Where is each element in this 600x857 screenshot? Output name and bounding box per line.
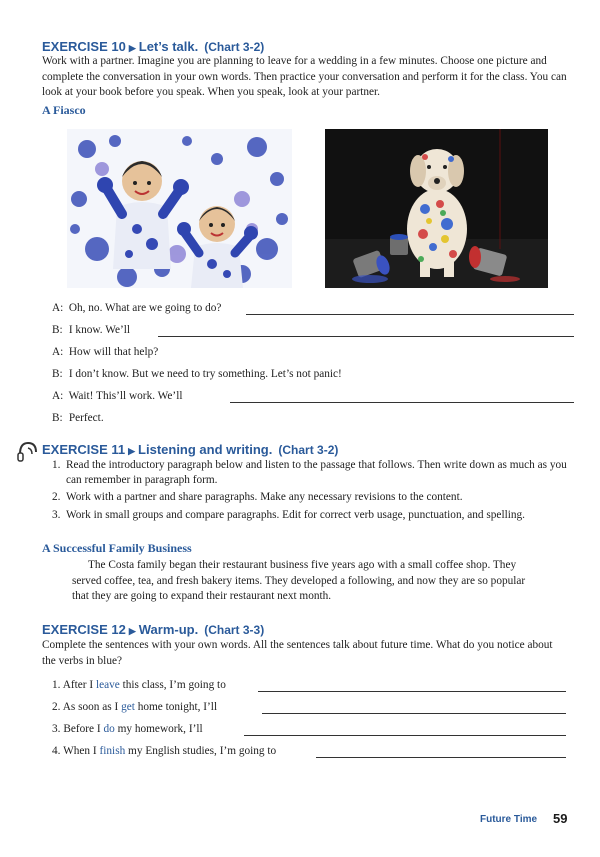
dialogue-speaker: B: xyxy=(52,412,63,424)
answer-blank-line-1[interactable] xyxy=(246,314,574,315)
photo-dog-with-paint xyxy=(325,129,548,288)
item-pre: After I xyxy=(62,679,96,691)
item-number: 3. xyxy=(52,509,61,521)
item-pre: As soon as I xyxy=(62,701,122,713)
photo-children-painting xyxy=(67,129,292,288)
exercise-10-label: EXERCISE 10 xyxy=(42,39,126,54)
item-verb: finish xyxy=(99,745,126,757)
triangle-right-icon: ▶ xyxy=(128,446,136,456)
answer-blank-line-6[interactable] xyxy=(244,735,566,736)
item-verb: leave xyxy=(95,679,120,691)
exercise-12-instructions: Complete the sentences with your own words. All the sentences talk about future time. What do you notice about the verbs in blue? xyxy=(42,639,553,667)
headphones-icon xyxy=(16,440,38,464)
exercise-10-heading xyxy=(42,39,264,54)
item-post: home tonight, I’ll xyxy=(134,701,218,713)
exercise-11-chart-ref: (Chart 3-2) xyxy=(278,443,339,457)
exercise-12-item-1 xyxy=(52,679,226,691)
photo-dog-with-paint-art xyxy=(325,129,548,288)
footer-section-title: Future Time xyxy=(480,814,538,825)
item-post: my homework, I’ll xyxy=(114,723,203,735)
dialogue-line-6 xyxy=(52,412,104,424)
dialogue-speaker: A: xyxy=(52,346,64,358)
item-number: 2. xyxy=(52,701,61,713)
exercise-12-item-2 xyxy=(52,701,217,713)
triangle-right-icon: ▶ xyxy=(128,43,136,53)
item-number: 1. xyxy=(52,679,61,691)
item-post: this class, I’m going to xyxy=(119,679,226,691)
item-verb: get xyxy=(121,701,135,713)
exercise-11-passage: The Costa family began their restaurant business five years ago with a small coffee shop. They served coffee, tea, and fresh bakery items. They developed a following, and now they are so popular that they are going to expand their restaurant next month. xyxy=(72,559,526,602)
answer-blank-line-3[interactable] xyxy=(230,402,574,403)
dialogue-speaker: A: xyxy=(52,390,64,402)
dialogue-text: Wait! This’ll work. We’ll xyxy=(68,390,183,402)
exercise-10-subheading: A Fiasco xyxy=(42,103,86,117)
dialogue-text: Oh, no. What are we going to do? xyxy=(68,302,222,314)
dialogue-speaker: B: xyxy=(52,324,63,336)
exercise-12-chart-ref: (Chart 3-3) xyxy=(204,623,265,637)
item-text: Work in small groups and compare paragraphs. Edit for correct verb usage, punctuation, and spelling. xyxy=(66,509,525,521)
item-text: Work with a partner and share paragraphs. Make any necessary revisions to the content. xyxy=(66,491,463,503)
dialogue-text: How will that help? xyxy=(68,346,159,358)
answer-blank-line-7[interactable] xyxy=(316,757,566,758)
item-pre: Before I xyxy=(63,723,104,735)
exercise-11-title: Listening and writing. xyxy=(138,442,273,457)
dialogue-text: I don’t know. But we need to try something. Let’s not panic! xyxy=(68,368,342,380)
page-number: 59 xyxy=(553,811,568,826)
exercise-11-label: EXERCISE 11 xyxy=(42,442,126,457)
dialogue-text: Perfect. xyxy=(68,412,104,424)
dialogue-line-3 xyxy=(52,346,158,358)
item-verb: do xyxy=(103,723,115,735)
item-text: Read the introductory paragraph below and listen to the passage that follows. Then write down as much as you can remember in paragraph form. xyxy=(66,459,567,486)
dialogue-line-4 xyxy=(52,368,342,380)
headphones-icon-svg xyxy=(16,440,38,464)
exercise-10-instructions: Work with a partner. Imagine you are planning to leave for a wedding in a few minutes. Choose one picture and complete the conversation in your own words. Then practice your conversation and perform it for the class. You can look at your book before you speak. When you speak, look at your partner. xyxy=(42,55,567,98)
answer-blank-line-2[interactable] xyxy=(158,336,574,337)
exercise-12-label: EXERCISE 12 xyxy=(42,622,126,637)
exercise-12-item-4 xyxy=(52,745,276,757)
exercise-11-item-1 xyxy=(52,458,572,487)
dialogue-line-2 xyxy=(52,324,130,336)
exercise-12-heading xyxy=(42,622,264,637)
exercise-12-item-3 xyxy=(52,723,203,735)
item-number: 3. xyxy=(52,723,61,735)
item-number: 4. xyxy=(52,745,61,757)
dialogue-line-5 xyxy=(52,390,182,402)
triangle-right-icon: ▶ xyxy=(128,626,136,636)
exercise-11-item-2 xyxy=(52,490,572,505)
item-post: my English studies, I’m going to xyxy=(125,745,277,757)
item-number: 1. xyxy=(52,459,61,471)
exercise-11-subheading: A Successful Family Business xyxy=(42,541,192,555)
dialogue-line-1 xyxy=(52,302,221,314)
item-pre: When I xyxy=(63,745,100,757)
answer-blank-line-5[interactable] xyxy=(262,713,566,714)
exercise-10-chart-ref: (Chart 3-2) xyxy=(204,40,265,54)
dialogue-speaker: B: xyxy=(52,368,63,380)
exercise-10-title: Let’s talk. xyxy=(138,39,199,54)
answer-blank-line-4[interactable] xyxy=(258,691,566,692)
exercise-11-heading xyxy=(42,442,338,457)
photo-children-painting-art xyxy=(67,129,292,288)
item-number: 2. xyxy=(52,491,61,503)
exercise-12-title: Warm-up. xyxy=(138,622,199,637)
exercise-11-item-3 xyxy=(52,508,572,523)
dialogue-text: I know. We’ll xyxy=(68,324,131,336)
dialogue-speaker: A: xyxy=(52,302,64,314)
